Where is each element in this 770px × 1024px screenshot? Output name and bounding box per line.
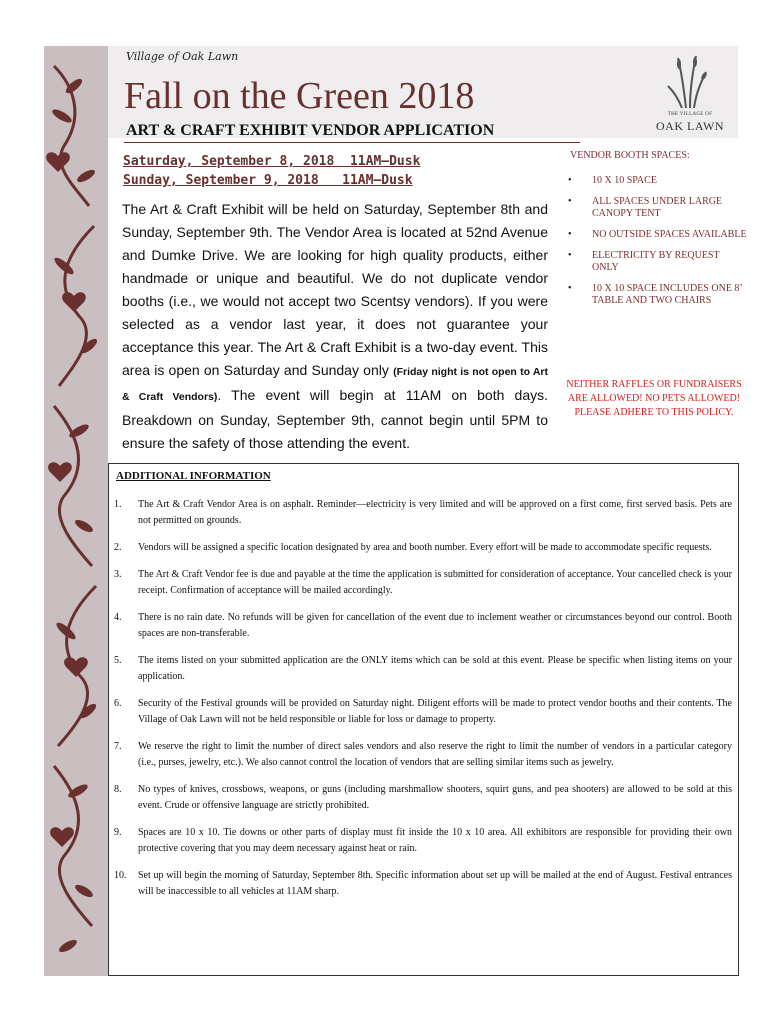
booth-item-text: 10 X 10 SPACE INCLUDES ONE 8’ TABLE AND TWO CHAIRS <box>592 283 743 306</box>
list-item <box>114 497 732 529</box>
item-text: Set up will begin the morning of Saturday, September 8th. Specific information about set up will be mailed at the end of August. Festival entrances will be inaccessible to all vehicles at 11AM sharp. <box>138 870 732 897</box>
item-text: Security of the Festival grounds will be provided on Saturday night. Diligent efforts will be made to protect vendor booths and their contents. The Village of Oak Lawn will not be held responsible or liable for loss or damage to property. <box>138 698 732 725</box>
list-item <box>114 610 732 642</box>
decorative-side-band <box>44 46 108 976</box>
item-text: No types of knives, crossbows, weapons, or guns (including marshmallow shooters, squirt guns, and pea shooters) are allowed to be sold at this event. Crude or offensive language are strictly prohibited. <box>138 784 732 811</box>
item-number: 7. <box>114 741 122 752</box>
item-text: We reserve the right to limit the number of direct sales vendors and also reserve the right to limit the number of vendors in a particular category (i.e., purses, jewelry, etc.). We also cannot control the location of vendors that are selling similar items such as jewelry. <box>138 741 732 768</box>
list-item <box>114 825 732 857</box>
booth-item-text: ALL SPACES UNDER LARGE CANOPY TENT <box>592 196 723 219</box>
item-number: 6. <box>114 698 122 709</box>
list-item <box>114 567 732 599</box>
intro-text-part1: The Art & Craft Exhibit will be held on Saturday, September 8th and Sunday, September 9th. The Vendor Area is located at 52nd Avenue and Dumke Drive. We are looking for high quality products, either handmade or unique and beautiful. We do not duplicate vendor booths (i.e., we would not accept two Scentsy vendors). If you were selected as a vendor last year, it does not guarantee your acceptance this year. The Art & Craft Exhibit is a two-day event. This area is open on Saturday and Sunday only <box>122 201 548 378</box>
item-number: 4. <box>114 612 122 623</box>
list-item <box>114 653 732 685</box>
floral-vine-icon <box>44 46 108 976</box>
bullet-icon: • <box>568 196 572 207</box>
item-number: 8. <box>114 784 122 795</box>
additional-info-heading: ADDITIONAL INFORMATION <box>116 470 271 482</box>
bullet-icon: • <box>568 229 572 240</box>
booth-spaces-panel <box>568 150 748 316</box>
list-item <box>114 696 732 728</box>
list-item <box>114 868 732 900</box>
item-text: Vendors will be assigned a specific location designated by area and booth number. Every effort will be made to accommodate specific requests. <box>138 542 712 553</box>
subtitle-rule <box>124 142 580 143</box>
policy-notice: NEITHER RAFFLES OR FUNDRAISERS ARE ALLOWED! NO PETS ALLOWED! PLEASE ADHERE TO THIS POLICY. <box>566 379 742 418</box>
list-item <box>568 175 748 187</box>
item-number: 9. <box>114 827 122 838</box>
village-line: Village of Oak Lawn <box>126 50 239 63</box>
booth-spaces-title: VENDOR BOOTH SPACES: <box>570 150 690 161</box>
list-item <box>568 250 748 274</box>
bullet-icon: • <box>568 250 572 261</box>
date-line-sunday: Sunday, September 9, 2018 11AM—Dusk <box>123 173 413 188</box>
booth-item-text: 10 X 10 SPACE <box>592 175 657 186</box>
bullet-icon: • <box>568 175 572 186</box>
logo-name: OAK LAWN <box>655 119 725 133</box>
item-text: Spaces are 10 x 10. Tie downs or other parts of display must fit inside the 10 x 10 area. All exhibitors are responsible for providing their own protective covering that you may deem necessary against heat or rain. <box>138 827 732 854</box>
list-item <box>114 739 732 771</box>
list-item <box>114 782 732 814</box>
intro-paragraph <box>122 198 548 455</box>
item-text: The Art & Craft Vendor fee is due and payable at the time the application is submitted for consideration of acceptance. Your cancelled check is your receipt. Confirmation of acceptance will be mailed accordingly. <box>138 569 732 596</box>
item-number: 3. <box>114 569 122 580</box>
list-item <box>568 283 748 307</box>
list-item <box>568 196 748 220</box>
list-item <box>568 229 748 241</box>
date-line-saturday: Saturday, September 8, 2018 11AM—Dusk <box>123 154 421 169</box>
item-number: 5. <box>114 655 122 666</box>
item-text: There is no rain date. No refunds will be given for cancellation of the event due to inclement weather or circumstances beyond our control. Booth spaces are non-transferable. <box>138 612 732 639</box>
booth-spaces-list <box>568 175 748 307</box>
list-item <box>114 540 732 556</box>
event-dates <box>123 152 420 190</box>
item-text: The Art & Craft Vendor Area is on asphalt. Reminder—electricity is very limited and will be approved on a first come, first served basis. Pets are not permitted on grounds. <box>138 499 732 526</box>
intro-text-note: (Friday night is not open to Art & Craft Vendors) <box>122 366 549 403</box>
item-number: 10. <box>114 870 127 881</box>
additional-info-list <box>114 497 732 911</box>
bullet-icon: • <box>568 283 572 294</box>
booth-item-text: ELECTRICITY BY REQUEST ONLY <box>592 250 720 273</box>
booth-item-text: NO OUTSIDE SPACES AVAILABLE <box>592 229 747 240</box>
page-subtitle: ART & CRAFT EXHIBIT VENDOR APPLICATION <box>126 122 495 139</box>
item-number: 1. <box>114 499 122 510</box>
intro-text-part2: . The event will begin at 11AM on both days. Breakdown on Sunday, September 9th, cannot begin until 5PM to ensure the safety of those attending the event. <box>122 387 548 451</box>
item-text: The items listed on your submitted application are the ONLY items which can be sold at this event. Please be specific when listing items on your application. <box>138 655 732 682</box>
page-title: Fall on the Green 2018 <box>124 75 475 117</box>
logo-small-text: THE VILLAGE OF <box>667 112 713 117</box>
item-number: 2. <box>114 542 122 553</box>
